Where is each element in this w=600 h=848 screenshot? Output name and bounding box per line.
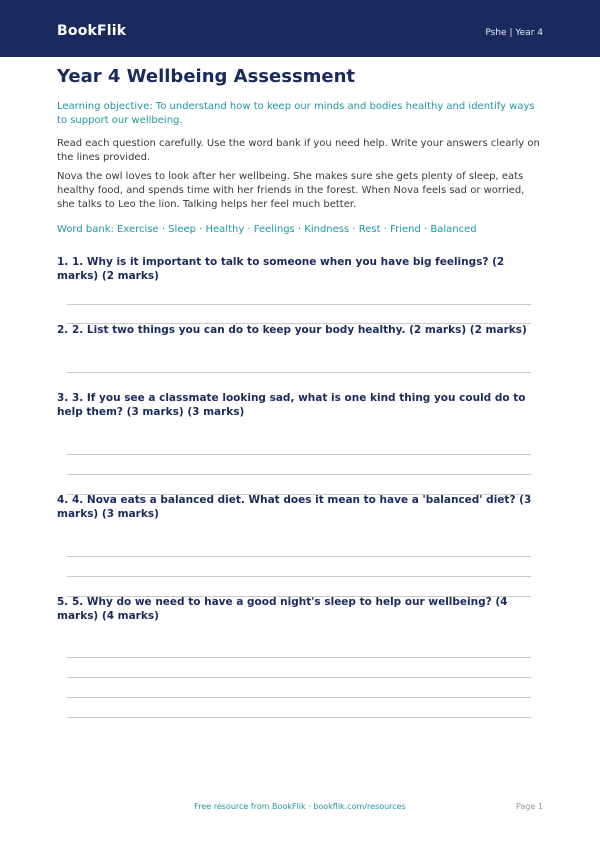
answer-line[interactable] bbox=[67, 474, 531, 475]
reading-passage: Nova the owl loves to look after her wellbeing. She makes sure she gets plenty of sleep, eats healthy food, and spends time with her friends in the forest. When Nova feels sad or worried, she talks to Leo the lion. Talking helps her feel much better. bbox=[57, 171, 525, 210]
page-number: Page 1 bbox=[516, 802, 543, 811]
answer-line[interactable] bbox=[67, 304, 531, 305]
footer-credit: Free resource from BookFlik · bookflik.com/resources bbox=[194, 802, 406, 811]
answer-line[interactable] bbox=[67, 697, 531, 698]
answer-line[interactable] bbox=[67, 677, 531, 678]
word-bank: Word bank: Exercise · Sleep · Healthy · Feelings · Kindness · Rest · Friend · Balanced bbox=[57, 224, 477, 235]
answer-line[interactable] bbox=[67, 717, 531, 718]
learning-objective: Learning objective: To understand how to keep our minds and bodies healthy and identify ways to support our wellbeing. bbox=[57, 101, 535, 126]
answer-line[interactable] bbox=[67, 576, 531, 577]
header-bar bbox=[0, 0, 600, 57]
question-5: 5. 5. Why do we need to have a good night's sleep to help our wellbeing? (4 marks) (4 marks) bbox=[57, 596, 508, 622]
question-1: 1. 1. Why is it important to talk to someone when you have big feelings? (2 marks) (2 marks) bbox=[57, 256, 505, 282]
subject-year-label: Pshe | Year 4 bbox=[485, 28, 543, 38]
question-4: 4. 4. Nova eats a balanced diet. What does it mean to have a 'balanced' diet? (3 marks) (3 marks) bbox=[57, 494, 532, 520]
question-3: 3. 3. If you see a classmate looking sad, what is one kind thing you could do to help them? (3 marks) (3 marks) bbox=[57, 392, 526, 418]
answer-line[interactable] bbox=[67, 657, 531, 658]
answer-line[interactable] bbox=[67, 454, 531, 455]
question-2: 2. 2. List two things you can do to keep your body healthy. (2 marks) (2 marks) bbox=[57, 324, 527, 336]
brand-logo-text: BookFlik bbox=[57, 23, 127, 39]
page-title: Year 4 Wellbeing Assessment bbox=[57, 66, 356, 87]
answer-line[interactable] bbox=[67, 556, 531, 557]
answer-line[interactable] bbox=[67, 372, 531, 373]
instructions: Read each question carefully. Use the word bank if you need help. Write your answers clearly on the lines provided. bbox=[57, 138, 540, 163]
